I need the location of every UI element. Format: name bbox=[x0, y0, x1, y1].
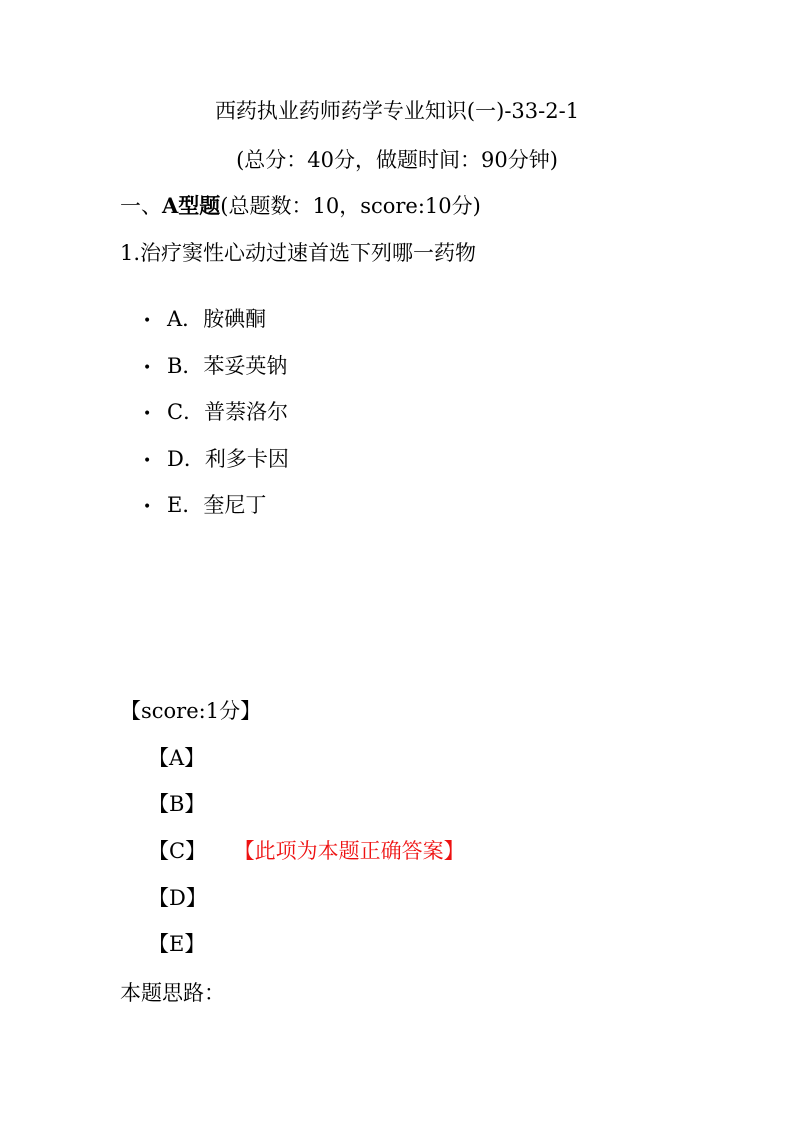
option-b bbox=[143, 353, 287, 381]
bullet-icon: • bbox=[143, 312, 152, 329]
option-c bbox=[143, 399, 288, 427]
section-prefix: 一、 bbox=[120, 194, 162, 218]
option-d bbox=[143, 446, 289, 474]
option-c-text: C．普萘洛尔 bbox=[167, 400, 289, 424]
section-info: (总题数：10，score:10分) bbox=[220, 194, 481, 218]
question-stem: 1.治疗窦性心动过速首选下列哪一药物 bbox=[120, 241, 477, 265]
bullet-icon: • bbox=[143, 452, 152, 469]
option-a-text: A．胺碘酮 bbox=[167, 307, 267, 331]
option-e bbox=[143, 492, 266, 520]
bullet-icon: • bbox=[143, 498, 152, 515]
bullet-icon: • bbox=[143, 405, 152, 422]
answer-choice-c bbox=[148, 838, 465, 864]
document-title: 西药执业药师药学专业知识(一)-33-2-1 bbox=[214, 99, 580, 123]
analysis-label: 本题思路： bbox=[120, 981, 225, 1005]
correct-answer-note: 【此项为本题正确答案】 bbox=[244, 839, 465, 863]
option-e-text: E．奎尼丁 bbox=[167, 493, 267, 517]
answer-choice-e: 【E】 bbox=[148, 932, 206, 956]
answer-choice-a: 【A】 bbox=[148, 746, 206, 770]
answer-choice-c-label: 【C】 bbox=[148, 839, 207, 863]
option-d-text: D．利多卡因 bbox=[167, 447, 289, 471]
answer-choice-d: 【D】 bbox=[148, 886, 207, 910]
bullet-icon: • bbox=[143, 359, 152, 376]
section-name: A型题 bbox=[162, 193, 221, 218]
section-header bbox=[120, 193, 481, 219]
answer-choice-b: 【B】 bbox=[148, 792, 206, 816]
document-subtitle: (总分：40分，做题时间：90分钟) bbox=[236, 148, 558, 172]
score-label: 【score:1分】 bbox=[120, 699, 262, 723]
option-b-text: B．苯妥英钠 bbox=[167, 354, 288, 378]
option-a bbox=[143, 306, 266, 334]
